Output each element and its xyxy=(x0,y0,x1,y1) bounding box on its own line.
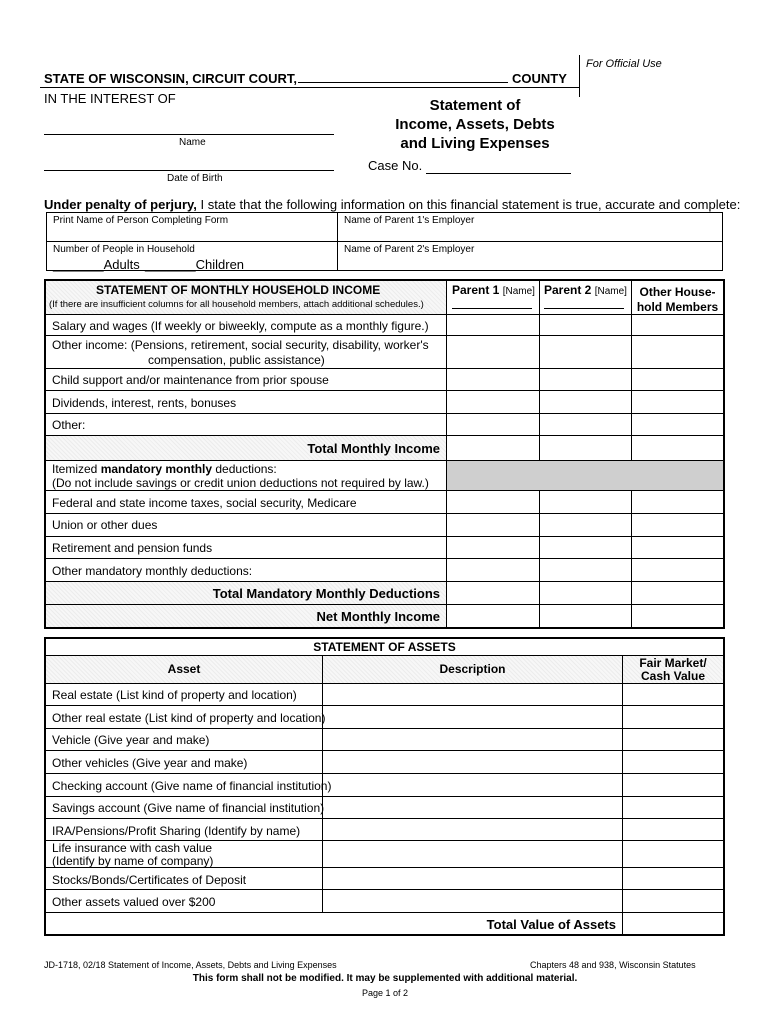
income-vline-2 xyxy=(539,281,540,461)
income-hline xyxy=(46,390,723,391)
income-hline xyxy=(46,558,723,559)
dob-underline xyxy=(44,170,334,171)
savings-row-label: Savings account (Give name of financial institution) xyxy=(52,801,325,815)
income-hline xyxy=(46,604,723,605)
assets-hline xyxy=(46,912,723,913)
value-header-line-2: Cash Value xyxy=(640,669,706,683)
vehicle-row-label: Vehicle (Give year and make) xyxy=(52,733,210,747)
children-field[interactable]: _______Children xyxy=(145,257,245,272)
value-header-line-1: Fair Market/ xyxy=(639,656,707,670)
income-hline xyxy=(46,435,723,436)
interest-label: IN THE INTEREST OF xyxy=(44,91,176,106)
parent1-name-underline xyxy=(452,308,532,309)
itemized-text-a: Itemized xyxy=(52,462,101,476)
taxes-row-label: Federal and state income taxes, social security, Medicare xyxy=(52,496,357,510)
form-id: JD-1718, 02/18 Statement of Income, Assets, Debts and Living Expenses xyxy=(44,960,337,970)
other-mandatory-row-label: Other mandatory monthly deductions: xyxy=(52,564,253,578)
court-label: STATE OF WISCONSIN, CIRCUIT COURT, xyxy=(44,71,298,86)
title-line-3: and Living Expenses xyxy=(400,135,550,152)
total-assets-label: Total Value of Assets xyxy=(486,917,616,932)
case-no-input[interactable] xyxy=(426,156,571,172)
assets-hline xyxy=(46,796,723,797)
case-no-underline xyxy=(426,173,571,174)
name-underline xyxy=(44,134,334,135)
parent2-name-tag: [Name] xyxy=(594,286,627,297)
income-hline xyxy=(46,536,723,537)
parent2-header-label: Parent 2 xyxy=(544,283,592,297)
parent2-name-underline xyxy=(544,308,624,309)
other-row-label: Other: xyxy=(52,418,86,432)
real-estate-row-label: Real estate (List kind of property and location) xyxy=(52,688,297,702)
other-header-line-1: Other House- xyxy=(639,285,716,299)
title-line-1: Statement of xyxy=(429,97,521,114)
county-input[interactable] xyxy=(298,66,508,82)
other-real-estate-row-label: Other real estate (List kind of property and location) xyxy=(52,711,326,725)
income-hline xyxy=(46,513,723,514)
income-vline-1 xyxy=(446,281,447,627)
page-number: Page 1 of 2 xyxy=(361,988,409,998)
parent1-name-tag: [Name] xyxy=(502,286,535,297)
income-hline xyxy=(46,490,723,491)
parent2-employer-input[interactable] xyxy=(341,255,721,269)
checking-row-label: Checking account (Give name of financial institution) xyxy=(52,779,332,793)
union-dues-row-label: Union or other dues xyxy=(52,518,158,532)
itemized-deductions-label xyxy=(52,462,277,476)
income-hline xyxy=(46,581,723,582)
income-hline xyxy=(46,368,723,369)
household-count-label: Number of People in Household xyxy=(53,244,195,255)
other-household-header xyxy=(632,285,723,315)
stocks-row-label: Stocks/Bonds/Certificates of Deposit xyxy=(52,873,247,887)
retirement-row-label: Retirement and pension funds xyxy=(52,541,213,555)
value-column-header xyxy=(623,657,723,683)
person-completing-label: Print Name of Person Completing Form xyxy=(53,215,229,226)
other-vehicles-row-label: Other vehicles (Give year and make) xyxy=(52,756,248,770)
itemized-deductions-note: (Do not include savings or credit union deductions not required by law.) xyxy=(52,476,429,490)
county-label: COUNTY xyxy=(512,71,567,86)
parent1-employer-input[interactable] xyxy=(341,226,721,240)
adults-field[interactable]: _______Adults xyxy=(53,257,140,272)
income-title: STATEMENT OF MONTHLY HOUSEHOLD INCOME xyxy=(96,283,381,297)
parent2-employer-label: Name of Parent 2's Employer xyxy=(344,244,475,255)
ira-row-label: IRA/Pensions/Profit Sharing (Identify by name) xyxy=(52,824,301,838)
name-label: Name xyxy=(179,137,206,148)
life-insurance-row-note: (Identify by name of company) xyxy=(52,854,214,868)
assets-hline xyxy=(46,818,723,819)
assets-hline xyxy=(46,728,723,729)
itemized-text-c: deductions: xyxy=(212,462,277,476)
other-header-line-2: hold Members xyxy=(636,300,719,314)
assets-hline xyxy=(46,750,723,751)
modification-notice: This form shall not be modified. It may be supplemented with additional material. xyxy=(192,973,578,984)
salary-row-label: Salary and wages (If weekly or biweekly, compute as a monthly figure.) xyxy=(52,319,429,333)
assets-hline xyxy=(46,889,723,890)
person-completing-input[interactable] xyxy=(50,226,335,240)
dob-label: Date of Birth xyxy=(167,173,223,184)
income-hline xyxy=(46,413,723,414)
info-hline xyxy=(46,241,723,242)
parent1-header xyxy=(452,284,535,297)
other-assets-row-label: Other assets valued over $200 xyxy=(52,895,216,909)
income-hline xyxy=(46,460,723,461)
total-deductions-label: Total Mandatory Monthly Deductions xyxy=(212,586,440,601)
income-hline-header xyxy=(46,314,723,315)
other-income-row-label-2: compensation, public assistance) xyxy=(148,353,325,367)
assets-hline xyxy=(46,705,723,706)
parent1-header-label: Parent 1 xyxy=(452,283,500,297)
asset-column-header: Asset xyxy=(167,662,201,676)
title-line-2: Income, Assets, Debts xyxy=(395,116,555,133)
case-no-label: Case No. xyxy=(368,158,423,173)
life-insurance-row-label: Life insurance with cash value xyxy=(52,841,213,855)
county-underline xyxy=(298,82,508,83)
income-subtitle: (If there are insufficient columns for all household members, attach additional schedules.) xyxy=(49,299,424,310)
total-income-label: Total Monthly Income xyxy=(307,441,440,456)
statutes: Chapters 48 and 938, Wisconsin Statutes xyxy=(530,960,696,970)
assets-title: STATEMENT OF ASSETS xyxy=(313,640,456,654)
parent2-header xyxy=(544,284,627,297)
assets-hline xyxy=(46,773,723,774)
child-support-row-label: Child support and/or maintenance from prior spouse xyxy=(52,373,329,387)
other-income-row-label: Other income: (Pensions, retirement, social security, disability, worker's xyxy=(52,338,429,352)
parent1-employer-label: Name of Parent 1's Employer xyxy=(344,215,475,226)
itemized-text-b: mandatory monthly xyxy=(100,462,213,476)
income-hline xyxy=(46,335,723,336)
net-income-label: Net Monthly Income xyxy=(316,609,440,624)
child-name-input[interactable] xyxy=(44,117,334,133)
header-rule xyxy=(40,87,580,88)
deductions-grey-block xyxy=(447,461,723,490)
description-column-header: Description xyxy=(439,662,506,676)
official-use-divider xyxy=(579,55,580,97)
perjury-text: I state that the following information on this financial statement is true, accurate and complete: xyxy=(196,197,741,212)
official-use-label: For Official Use xyxy=(586,58,662,70)
date-of-birth-input[interactable] xyxy=(44,153,334,169)
perjury-statement xyxy=(44,198,740,211)
perjury-bold: Under penalty of perjury, xyxy=(44,197,197,212)
assets-vline-2 xyxy=(622,655,623,934)
form-title xyxy=(360,96,590,153)
dividends-row-label: Dividends, interest, rents, bonuses xyxy=(52,396,237,410)
